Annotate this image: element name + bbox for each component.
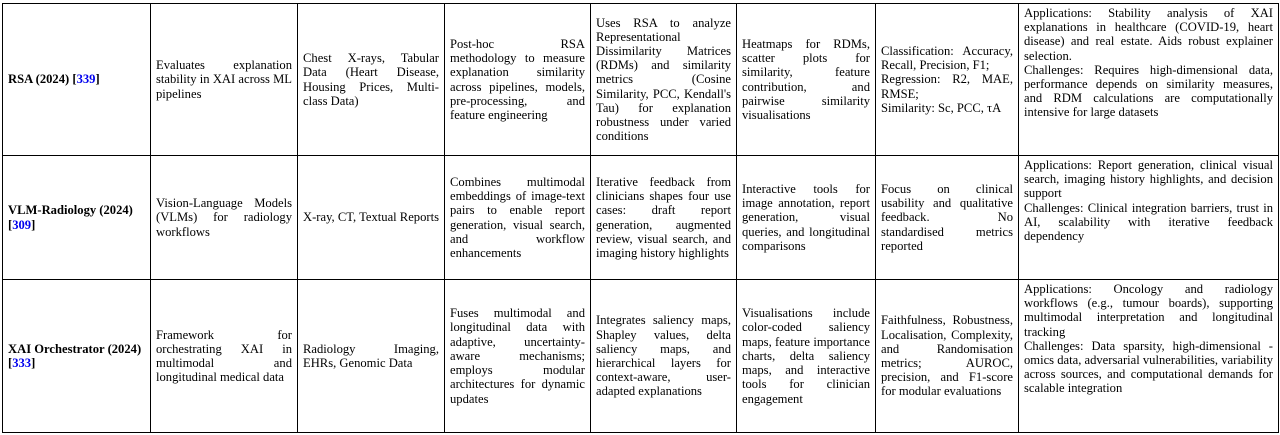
- data-cell: Chest X-rays, Tabular Data (Heart Disease, Housing Prices, Multi-class Data): [298, 4, 445, 156]
- metric-line: Classification: Accuracy, Recall, Precision, F1;: [881, 43, 1013, 73]
- method-name: RSA (2024): [8, 72, 70, 87]
- method-cell: XAI Orchestrator (2024) [333]: [3, 280, 151, 433]
- applications-text: Applications: Report generation, clinical visual search, imaging history highlights, and decision support: [1024, 158, 1273, 201]
- metrics-cell: [876, 280, 1019, 433]
- approach-cell: Fuses multimodal and longitudinal data with adaptive, uncertainty-aware mechanisms; employs modular architectures for dynamic updates: [445, 280, 591, 433]
- data-cell: Radiology Imaging, EHRs, Genomic Data: [298, 280, 445, 433]
- table-row: [3, 280, 1279, 433]
- metric-line: Faithfulness, Robustness, Localisation, Complexity, and Randomisation metrics; AUROC, precision, and F1-score for modular evaluations: [881, 313, 1013, 399]
- data-cell: X-ray, CT, Textual Reports: [298, 156, 445, 280]
- technique-cell: Integrates saliency maps, Shapley values, delta saliency maps, and hierarchical layers for context-aware, user-adapted explanations: [591, 280, 737, 433]
- metric-line: Focus on clinical usability and qualitative feedback. No standardised metrics reported: [881, 181, 1013, 253]
- technique-cell: Uses RSA to analyze Representational Dissimilarity Matrices (RDMs) and similarity metrics (Cosine Similarity, PCC, Kendall's Tau) for explanation robustness under varied conditions: [591, 4, 737, 156]
- approach-cell: Combines multimodal embeddings of image-text pairs to enable report generation, visual search, and workflow enhancements: [445, 156, 591, 280]
- method-cell: RSA (2024) [339]: [3, 4, 151, 156]
- method-name: XAI Orchestrator (2024): [8, 341, 142, 356]
- description-cell: Vision-Language Models (VLMs) for radiology workflows: [151, 156, 298, 280]
- table-row: [3, 156, 1279, 280]
- approach-cell: Post-hoc RSA methodology to measure explanation similarity across pipelines, models, pre-processing, and feature engineering: [445, 4, 591, 156]
- citation-link[interactable]: 339: [76, 72, 96, 87]
- challenges-text: Challenges: Data sparsity, high-dimensional -omics data, adversarial vulnerabilities, variability across sources, and computational demands for scalable integration: [1024, 338, 1273, 396]
- technique-cell: Iterative feedback from clinicians shapes four use cases: draft report generation, augmented review, visual search, and imaging history highlights: [591, 156, 737, 280]
- applications-cell: [1019, 4, 1279, 156]
- method-name: VLM-Radiology (2024): [8, 203, 133, 218]
- citation-link[interactable]: 309: [12, 217, 32, 232]
- method-cell: VLM-Radiology (2024) [309]: [3, 156, 151, 280]
- visualisation-cell: Interactive tools for image annotation, report generation, visual queries, and longitudinal comparisons: [737, 156, 876, 280]
- citation-link[interactable]: 333: [12, 356, 32, 370]
- description-cell: Framework for orchestrating XAI in multimodal and longitudinal medical data: [151, 280, 298, 433]
- metrics-cell: [876, 156, 1019, 280]
- xai-methods-table: [2, 3, 1279, 433]
- applications-cell: [1019, 156, 1279, 280]
- applications-text: Applications: Oncology and radiology workflows (e.g., tumour boards), supporting multimodal interpretation and longitudinal tracking: [1024, 282, 1273, 339]
- description-cell: Evaluates explanation stability in XAI across ML pipelines: [151, 4, 298, 156]
- visualisation-cell: Visualisations include color-coded saliency maps, feature importance charts, delta saliency maps, and interactive tools for clinician engagement: [737, 280, 876, 433]
- visualisation-cell: Heatmaps for RDMs, scatter plots for similarity, feature contribution, and pairwise similarity visualisations: [737, 4, 876, 156]
- applications-text: Applications: Stability analysis of XAI explanations in healthcare (COVID-19, heart disease) and real estate. Aids robust explainer selection.: [1024, 6, 1273, 63]
- challenges-text: Challenges: Requires high-dimensional data, performance depends on similarity measures, and RDM calculations are computationally intensive for large datasets: [1024, 62, 1273, 120]
- challenges-text: Challenges: Clinical integration barriers, trust in AI, scalability with iterative feedback dependency: [1024, 200, 1273, 244]
- metric-line: Regression: R2, MAE, RMSE;: [881, 72, 1013, 101]
- metrics-cell: [876, 4, 1019, 156]
- metric-line: Similarity: Sc, PCC, τA: [881, 100, 1002, 115]
- table-row: [3, 4, 1279, 156]
- applications-cell: [1019, 280, 1279, 433]
